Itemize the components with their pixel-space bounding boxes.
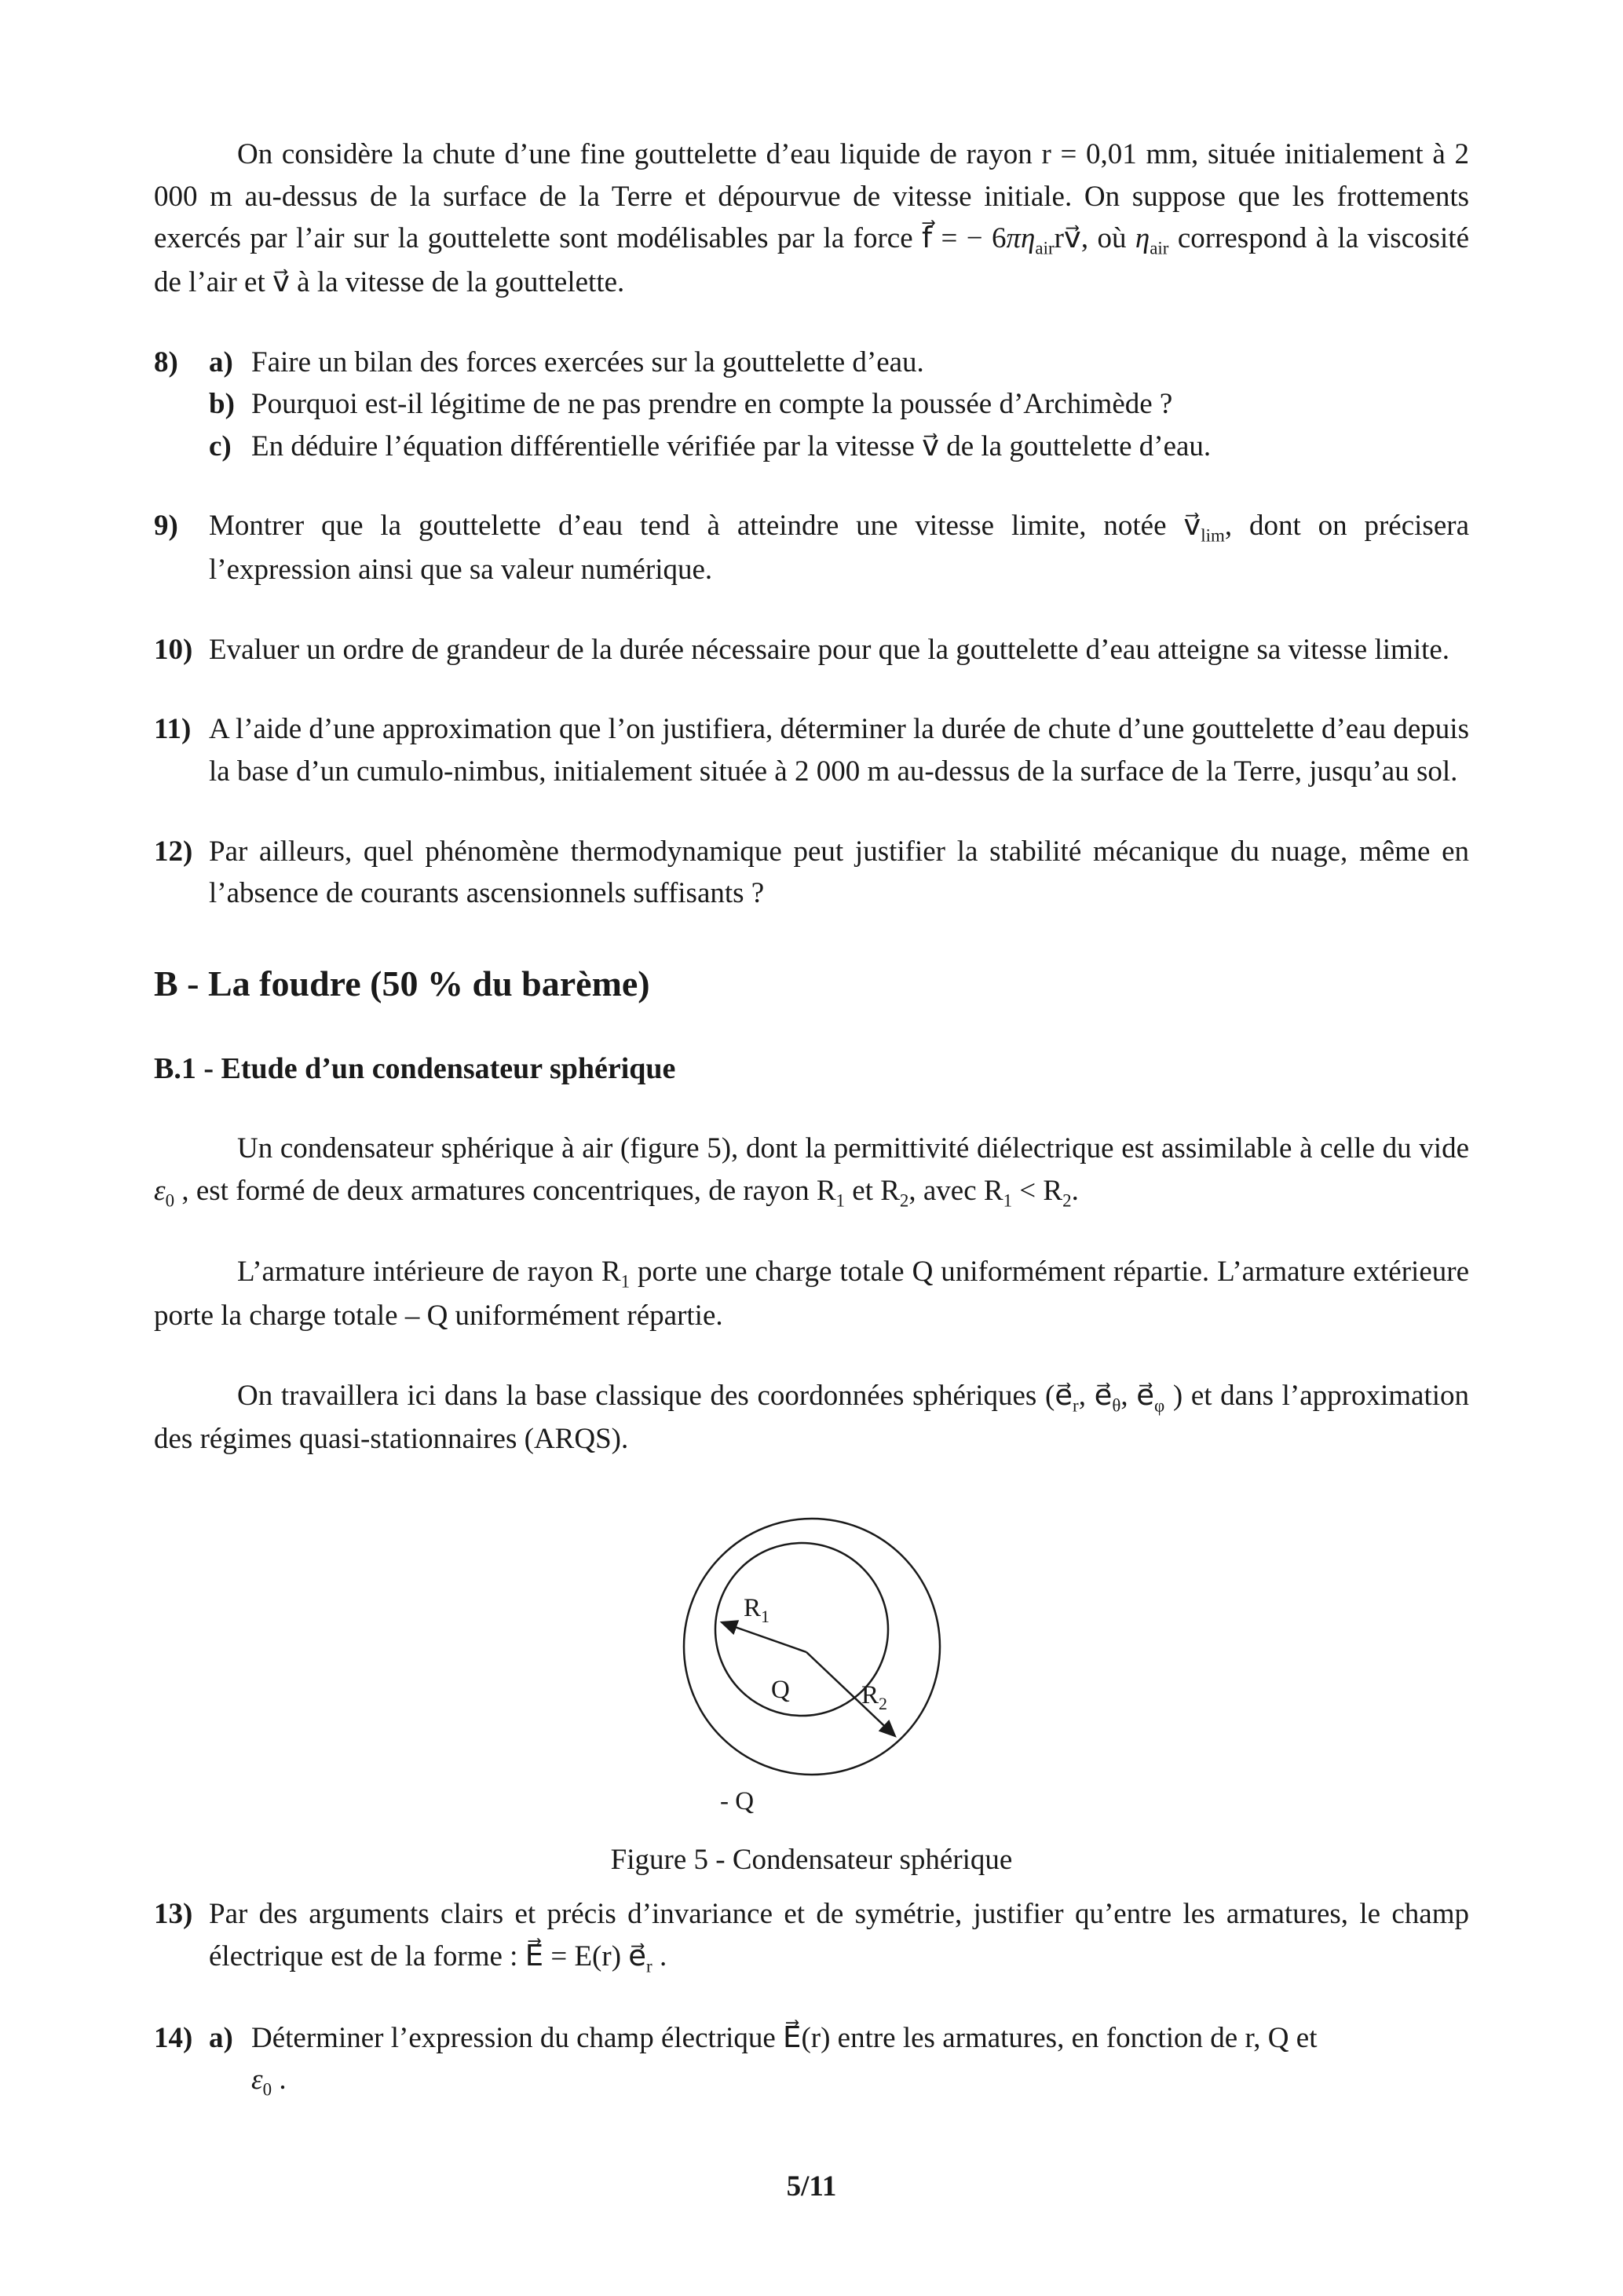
question-14a-text xyxy=(251,2017,1469,2103)
question-14a xyxy=(209,2017,1469,2103)
text-run: , est formé de deux armatures concentriques, de rayon R xyxy=(174,1174,836,1207)
text-run: 0 xyxy=(262,2079,272,2100)
question-8a-text xyxy=(251,342,1469,384)
question-8a xyxy=(209,342,1469,384)
question-10 xyxy=(154,629,1469,671)
text-run: E⃗ xyxy=(783,2021,802,2054)
text-run: e⃗ xyxy=(1136,1379,1154,1412)
text-run: = E(r) xyxy=(543,1940,629,1972)
question-8c-text xyxy=(251,426,1469,468)
radius-r1-arrow xyxy=(722,1622,806,1652)
text-run: v⃗ xyxy=(1183,510,1201,543)
text-run: Montrer que la gouttelette d’eau tend à atteindre une vitesse limite, notée xyxy=(209,510,1184,543)
text-run: θ xyxy=(1112,1395,1121,1416)
text-run: Par ailleurs, quel phénomène thermodynamique peut justifier la stabilité mécanique du nuage, même en l’absence de courants ascensionnels suffisants ? xyxy=(209,835,1469,910)
question-11-number: 11) xyxy=(154,713,192,746)
figure-5 xyxy=(154,1501,1469,1881)
label-q: Q xyxy=(770,1676,790,1704)
question-12 xyxy=(154,831,1469,915)
text-run: . xyxy=(652,1940,667,1972)
question-10-number: 10) xyxy=(154,633,193,666)
text-run: On considère la chute d’une fine gouttelette d’eau liquide de rayon xyxy=(237,138,1042,170)
text-run: de la gouttelette d’eau. xyxy=(938,430,1212,462)
text-run: f⃗ xyxy=(922,222,933,255)
text-run: En déduire l’équation différentielle vérifiée par la vitesse xyxy=(251,430,923,462)
text-run: φ xyxy=(1154,1395,1165,1416)
question-14-number: 14) xyxy=(154,2021,193,2054)
text-run: 2 xyxy=(1062,1190,1072,1211)
text-run: , xyxy=(1078,1379,1095,1412)
question-8 xyxy=(154,342,1469,468)
text-run: e⃗ xyxy=(628,1940,647,1972)
text-run: 1 xyxy=(1003,1190,1013,1211)
text-run: entre les armatures, en fonction de r, Q et xyxy=(830,2021,1318,2054)
text-run: air xyxy=(1150,238,1169,258)
capacitor-intro-paragraph xyxy=(154,1128,1469,1213)
text-run: ) et dans l’approximation des régimes quasi-stationnaires (ARQS). xyxy=(154,1379,1470,1456)
question-14-body xyxy=(209,2017,1469,2103)
text-run: η xyxy=(1135,222,1150,255)
text-run: air xyxy=(1035,238,1055,258)
armature-paragraph xyxy=(154,1251,1469,1336)
text-run: porte une charge totale Q uniformément répartie. L’armature extérieure porte la charge totale – Q uniformément répartie. xyxy=(154,1256,1469,1333)
question-14a-label: a) xyxy=(209,2021,233,2054)
text-run: à la vitesse de la gouttelette. xyxy=(289,265,625,298)
text-run: lim xyxy=(1201,525,1225,546)
text-run: 1 xyxy=(835,1190,846,1211)
text-run: Faire un bilan des forces exercées sur la gouttelette d’eau. xyxy=(251,345,924,378)
text-run: rv⃗ xyxy=(1054,222,1081,255)
question-8b-label: b) xyxy=(209,388,235,421)
text-run: = 0,01 mm, située initialement à 2 000 m au-dessus de la surface de la Terre et dépourvue de vitesse initiale. On suppose que les frottements exercés par l’air sur la gouttelette sont modélisables par la force xyxy=(154,138,1469,255)
text-run: Pourquoi est-il légitime de ne pas prendre en compte la poussée d’Archimède ? xyxy=(251,388,1173,421)
question-8-number: 8) xyxy=(154,345,178,378)
question-12-text xyxy=(209,831,1469,915)
text-run: r xyxy=(1041,138,1051,170)
text-run: (r) xyxy=(801,2021,831,2054)
text-run: v⃗ xyxy=(922,430,939,462)
text-run: = − 6 xyxy=(932,222,1007,255)
text-run: ε xyxy=(251,2064,263,2097)
question-9 xyxy=(154,505,1469,590)
question-8c-label: c) xyxy=(209,430,232,462)
text-run: . xyxy=(1071,1174,1079,1207)
text-run: Evaluer un ordre de grandeur de la durée nécessaire pour que la gouttelette d’eau atteigne sa vitesse limite. xyxy=(209,633,1450,666)
label-r2: $R_2$ xyxy=(861,1681,887,1713)
text-run: Un condensateur sphérique à air (figure 5), dont la permittivité diélectrique est assimilable à celle du vide xyxy=(237,1132,1469,1165)
question-10-text xyxy=(209,629,1469,671)
text-run: L’armature intérieure de rayon R xyxy=(237,1256,621,1289)
label-minus-q: - Q xyxy=(719,1787,754,1815)
question-12-number: 12) xyxy=(154,835,193,868)
text-run: E⃗ xyxy=(525,1940,544,1972)
question-11-text xyxy=(209,708,1469,792)
spherical-capacitor-diagram xyxy=(627,1501,996,1823)
text-run: Par des arguments clairs et précis d’invariance et de symétrie, justifier qu’entre les armatures, le champ électrique est de la forme : xyxy=(209,1898,1469,1972)
text-run: Déterminer l’expression du champ électrique xyxy=(251,2021,784,2054)
text-run: , dont on précisera l’expression ainsi que sa valeur numérique. xyxy=(209,510,1469,587)
question-9-number: 9) xyxy=(154,510,178,543)
section-b1-heading: B.1 - Etude d’un condensateur sphérique xyxy=(154,1051,676,1085)
text-run: On travaillera ici dans la base classique des coordonnées sphériques ( xyxy=(237,1379,1055,1412)
question-14 xyxy=(154,2017,1469,2103)
outer-armature-circle xyxy=(684,1519,940,1775)
text-run: < R xyxy=(1012,1174,1063,1207)
text-run: v⃗ xyxy=(272,265,290,298)
question-9-text xyxy=(209,505,1469,590)
question-13-text xyxy=(209,1893,1469,1979)
question-8b-text xyxy=(251,383,1469,426)
text-run: r xyxy=(646,1956,652,1976)
question-8c xyxy=(209,426,1469,468)
text-run: , où xyxy=(1080,222,1135,255)
text-run: et R xyxy=(845,1174,900,1207)
text-run: , xyxy=(1120,1379,1137,1412)
text-run: correspond à la viscosité de l’air et xyxy=(154,222,1469,298)
label-r1: $R_1$ xyxy=(743,1594,769,1626)
text-run: A l’aide d’une approximation que l’on justifiera, déterminer la durée de chute d’une gouttelette d’eau depuis la base d’un cumulo-nimbus, initialement située à 2 000 m au-dessus de la surface de la Terre, jusqu’au sol. xyxy=(209,713,1469,788)
text-run: 2 xyxy=(899,1190,909,1211)
text-run: e⃗ xyxy=(1094,1379,1113,1412)
intro-paragraph xyxy=(154,133,1469,304)
text-run: . xyxy=(272,2064,287,2097)
text-run: 0 xyxy=(165,1190,175,1211)
section-b-heading: B - La foudre (50 % du barème) xyxy=(154,963,650,1004)
question-13 xyxy=(154,1893,1469,1979)
text-run: e⃗ xyxy=(1055,1379,1073,1412)
spherical-basis-paragraph xyxy=(154,1375,1469,1461)
question-8-body xyxy=(209,342,1469,468)
page-number: 5/11 xyxy=(786,2170,837,2203)
question-11 xyxy=(154,708,1469,792)
text-run: r xyxy=(1073,1395,1079,1416)
figure-caption: Figure 5 - Condensateur sphérique xyxy=(610,1843,1013,1876)
text-run: πη xyxy=(1006,222,1036,255)
text-run: 1 xyxy=(620,1271,631,1292)
question-8a-label: a) xyxy=(209,345,233,378)
question-13-number: 13) xyxy=(154,1898,193,1931)
question-8b xyxy=(209,383,1469,426)
text-run: ε xyxy=(154,1174,166,1207)
text-run: , avec R xyxy=(908,1174,1003,1207)
